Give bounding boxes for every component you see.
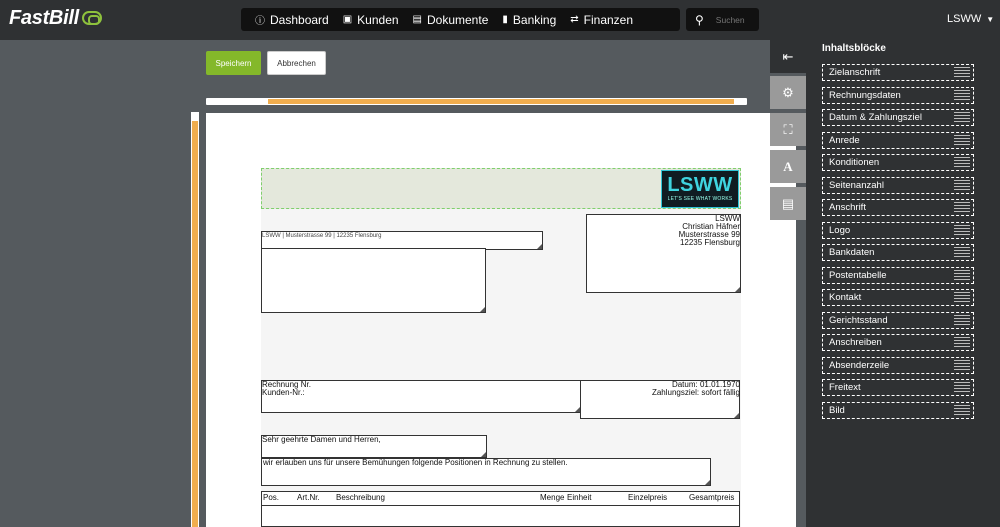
drag-handle-icon[interactable] (954, 180, 970, 191)
cancel-button[interactable]: Abbrechen (267, 51, 326, 75)
top-bar (0, 0, 1000, 40)
content-block-item[interactable] (822, 357, 974, 374)
fastbill-logo[interactable] (9, 7, 102, 30)
search-icon[interactable]: ⚲ (695, 12, 704, 27)
drag-handle-icon[interactable] (954, 202, 970, 213)
nav-dokumente[interactable]: ▤ Dokumente (412, 12, 489, 27)
company-street: Musterstrasse 99 (678, 230, 740, 239)
content-block-item[interactable] (822, 64, 974, 81)
nav-dashboard[interactable]: ⓘ Dashboard (255, 12, 329, 27)
content-block-label: Rechnungsdaten (829, 89, 901, 101)
content-blocks-panel (806, 40, 1000, 527)
content-block-label: Zielanschrift (829, 67, 881, 78)
items-table[interactable] (261, 491, 740, 527)
drag-handle-icon[interactable] (954, 382, 970, 393)
search-input[interactable] (716, 15, 756, 25)
company-city: 12235 Flensburg (679, 238, 740, 247)
logo-text: FastBill (9, 7, 79, 29)
content-block-label: Anschreiben (829, 337, 882, 348)
settings-tool-button[interactable] (770, 76, 806, 109)
main-nav (241, 8, 680, 31)
drag-handle-icon[interactable] (954, 270, 970, 281)
customer-number-label: Kunden-Nr.: (262, 388, 305, 397)
col-artnr: Art.Nr. (297, 493, 320, 502)
vertical-ruler[interactable] (191, 112, 199, 527)
info-icon: ⓘ (255, 16, 265, 27)
company-logo[interactable]: LSWW LET'S SEE WHAT WORKS (661, 170, 739, 208)
content-block-label: Logo (829, 224, 851, 236)
salutation-text: Sehr geehrte Damen und Herren, (262, 435, 381, 444)
collapse-panel-button[interactable] (770, 40, 806, 73)
bar-chart-icon: ▮ (502, 14, 508, 25)
content-block-item[interactable] (822, 132, 974, 149)
nav-finanzen[interactable]: ⇄ Finanzen (570, 12, 634, 27)
nav-kunden[interactable]: ▣ Kunden (342, 12, 399, 27)
content-block-label: Bankdaten (829, 247, 875, 258)
pdf-tool-button[interactable] (770, 187, 806, 220)
pdf-download-icon: ▤ (781, 195, 795, 211)
intro-text: wir erlauben uns für unsere Bemühungen folgende Positionen in Rechnung zu stellen. (263, 458, 568, 467)
panel-title: Inhaltsblöcke (822, 43, 886, 54)
company-contact: Christian Häfner (682, 222, 740, 231)
invoice-number-label: Rechnung Nr. (262, 380, 311, 389)
content-block-item[interactable] (822, 177, 974, 194)
document-icon: ▤ (412, 14, 422, 25)
drag-handle-icon[interactable] (954, 135, 970, 146)
col-gesamtpreis: Gesamtpreis (689, 493, 735, 502)
gears-icon: ⚙ (782, 84, 794, 100)
font-settings-icon: A (783, 158, 793, 174)
content-block-item[interactable] (822, 289, 974, 306)
drag-handle-icon[interactable] (954, 337, 970, 348)
drag-handle-icon[interactable] (954, 292, 970, 303)
content-block-label: Bild (829, 404, 845, 416)
content-block-item[interactable] (822, 109, 974, 126)
drag-handle-icon[interactable] (954, 315, 970, 326)
col-pos: Pos. (263, 493, 280, 502)
col-einheit: Einheit (567, 493, 592, 502)
content-block-label: Gerichtsstand (829, 314, 888, 326)
content-block-label: Seitenanzahl (829, 179, 884, 191)
content-block-item[interactable] (822, 402, 974, 419)
content-block-item[interactable] (822, 222, 974, 239)
col-beschreibung: Beschreibung (336, 493, 385, 502)
horizontal-ruler[interactable] (206, 98, 747, 105)
recipient-address-block[interactable] (261, 248, 486, 313)
col-menge: Menge (540, 493, 565, 502)
content-block-label: Anrede (829, 134, 860, 146)
content-block-label: Absenderzeile (829, 359, 890, 371)
col-einzelpreis: Einzelpreis (628, 493, 668, 502)
drag-handle-icon[interactable] (954, 360, 970, 371)
drag-handle-icon[interactable] (954, 112, 970, 123)
content-block-item[interactable] (822, 379, 974, 396)
date-text: Datum: 01.01.1970 (671, 380, 740, 389)
sender-line-text: LSWW | Musterstrasse 99 | 12235 Flensburg (262, 233, 382, 239)
content-block-item[interactable] (822, 244, 974, 261)
vertical-ruler-range[interactable] (192, 121, 198, 527)
search-box (686, 8, 759, 31)
drag-handle-icon[interactable] (954, 157, 970, 168)
content-block-label: Konditionen (829, 157, 880, 168)
content-block-item[interactable] (822, 267, 974, 284)
content-block-label: Freitext (829, 382, 861, 393)
collapse-icon: ⇤ (782, 48, 794, 64)
horizontal-ruler-range[interactable] (268, 99, 734, 104)
content-block-item[interactable] (822, 334, 974, 351)
content-block-item[interactable] (822, 154, 974, 171)
side-toolbar (770, 40, 806, 527)
nav-banking[interactable]: ▮ Banking (502, 12, 557, 27)
due-text: Zahlungsziel: sofort fällig (651, 388, 740, 397)
drag-handle-icon[interactable] (954, 90, 970, 101)
briefcase-icon: ▣ (342, 14, 353, 25)
company-name: LSWW (715, 214, 740, 223)
content-block-item[interactable] (822, 87, 974, 104)
content-block-item[interactable] (822, 312, 974, 329)
logo-mark-icon (82, 11, 102, 25)
content-block-label: Postentabelle (829, 269, 887, 281)
content-block-label: Anschrift (829, 202, 866, 213)
chevron-down-icon: ▼ (986, 15, 995, 24)
content-block-item[interactable] (822, 199, 974, 216)
drag-handle-icon[interactable] (954, 225, 970, 236)
drag-handle-icon[interactable] (954, 67, 970, 78)
user-menu[interactable]: LSWW ▼ (947, 13, 995, 25)
exchange-icon: ⇄ (570, 14, 579, 25)
drag-handle-icon[interactable] (954, 247, 970, 258)
content-block-label: Kontakt (829, 292, 862, 303)
image-upload-icon: ⛶ (783, 121, 793, 137)
font-tool-button[interactable] (770, 150, 806, 183)
drag-handle-icon[interactable] (954, 405, 970, 416)
save-button[interactable]: Speichern (206, 51, 261, 75)
image-upload-tool-button[interactable] (770, 113, 806, 146)
content-block-label: Datum & Zahlungsziel (829, 112, 922, 123)
